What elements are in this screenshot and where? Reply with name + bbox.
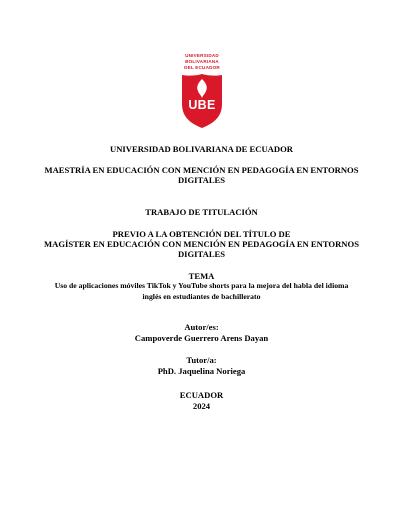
program-line-2: DIGITALES xyxy=(177,175,226,185)
degree-line-1: PREVIO A LA OBTENCIÓN DEL TÍTULO DE xyxy=(112,229,291,239)
tutor-name: PhD. Jaquelina Noriega xyxy=(157,366,246,376)
topic-line-2: inglés en estudiantes de bachillerato xyxy=(142,292,261,301)
topic-line-1: Uso de aplicaciones móviles TikTok y YouTube shorts para la mejora del habla del idioma xyxy=(54,281,349,290)
logo-mark: UBE xyxy=(188,98,216,112)
university-name: UNIVERSIDAD BOLIVARIANA DE ECUADOR xyxy=(110,144,293,154)
topic-heading: TEMA xyxy=(188,271,215,281)
author-name: Campoverde Guerrero Arens Dayan xyxy=(134,333,269,343)
place: ECUADOR xyxy=(179,390,224,400)
author-heading: Autor/es: xyxy=(184,322,219,332)
logo-text-line-3: DEL ECUADOR xyxy=(184,65,220,70)
work-type: TRABAJO DE TITULACIÓN xyxy=(145,207,258,217)
university-logo xyxy=(172,53,232,131)
program-line-1: MAESTRÍA EN EDUCACIÓN CON MENCIÓN EN PEDAGOGÍA EN ENTORNOS xyxy=(44,165,359,175)
logo-text-line-1: UNIVERSIDAD xyxy=(185,53,219,58)
logo-text-line-2: BOLIVARIANA xyxy=(185,59,219,64)
year: 2024 xyxy=(192,401,211,411)
tutor-heading: Tutor/a: xyxy=(186,355,217,365)
degree-line-3: DIGITALES xyxy=(177,249,226,259)
degree-line-2: MAGÍSTER EN EDUCACIÓN CON MENCIÓN EN PEDAGOGÍA EN ENTORNOS xyxy=(44,239,359,249)
